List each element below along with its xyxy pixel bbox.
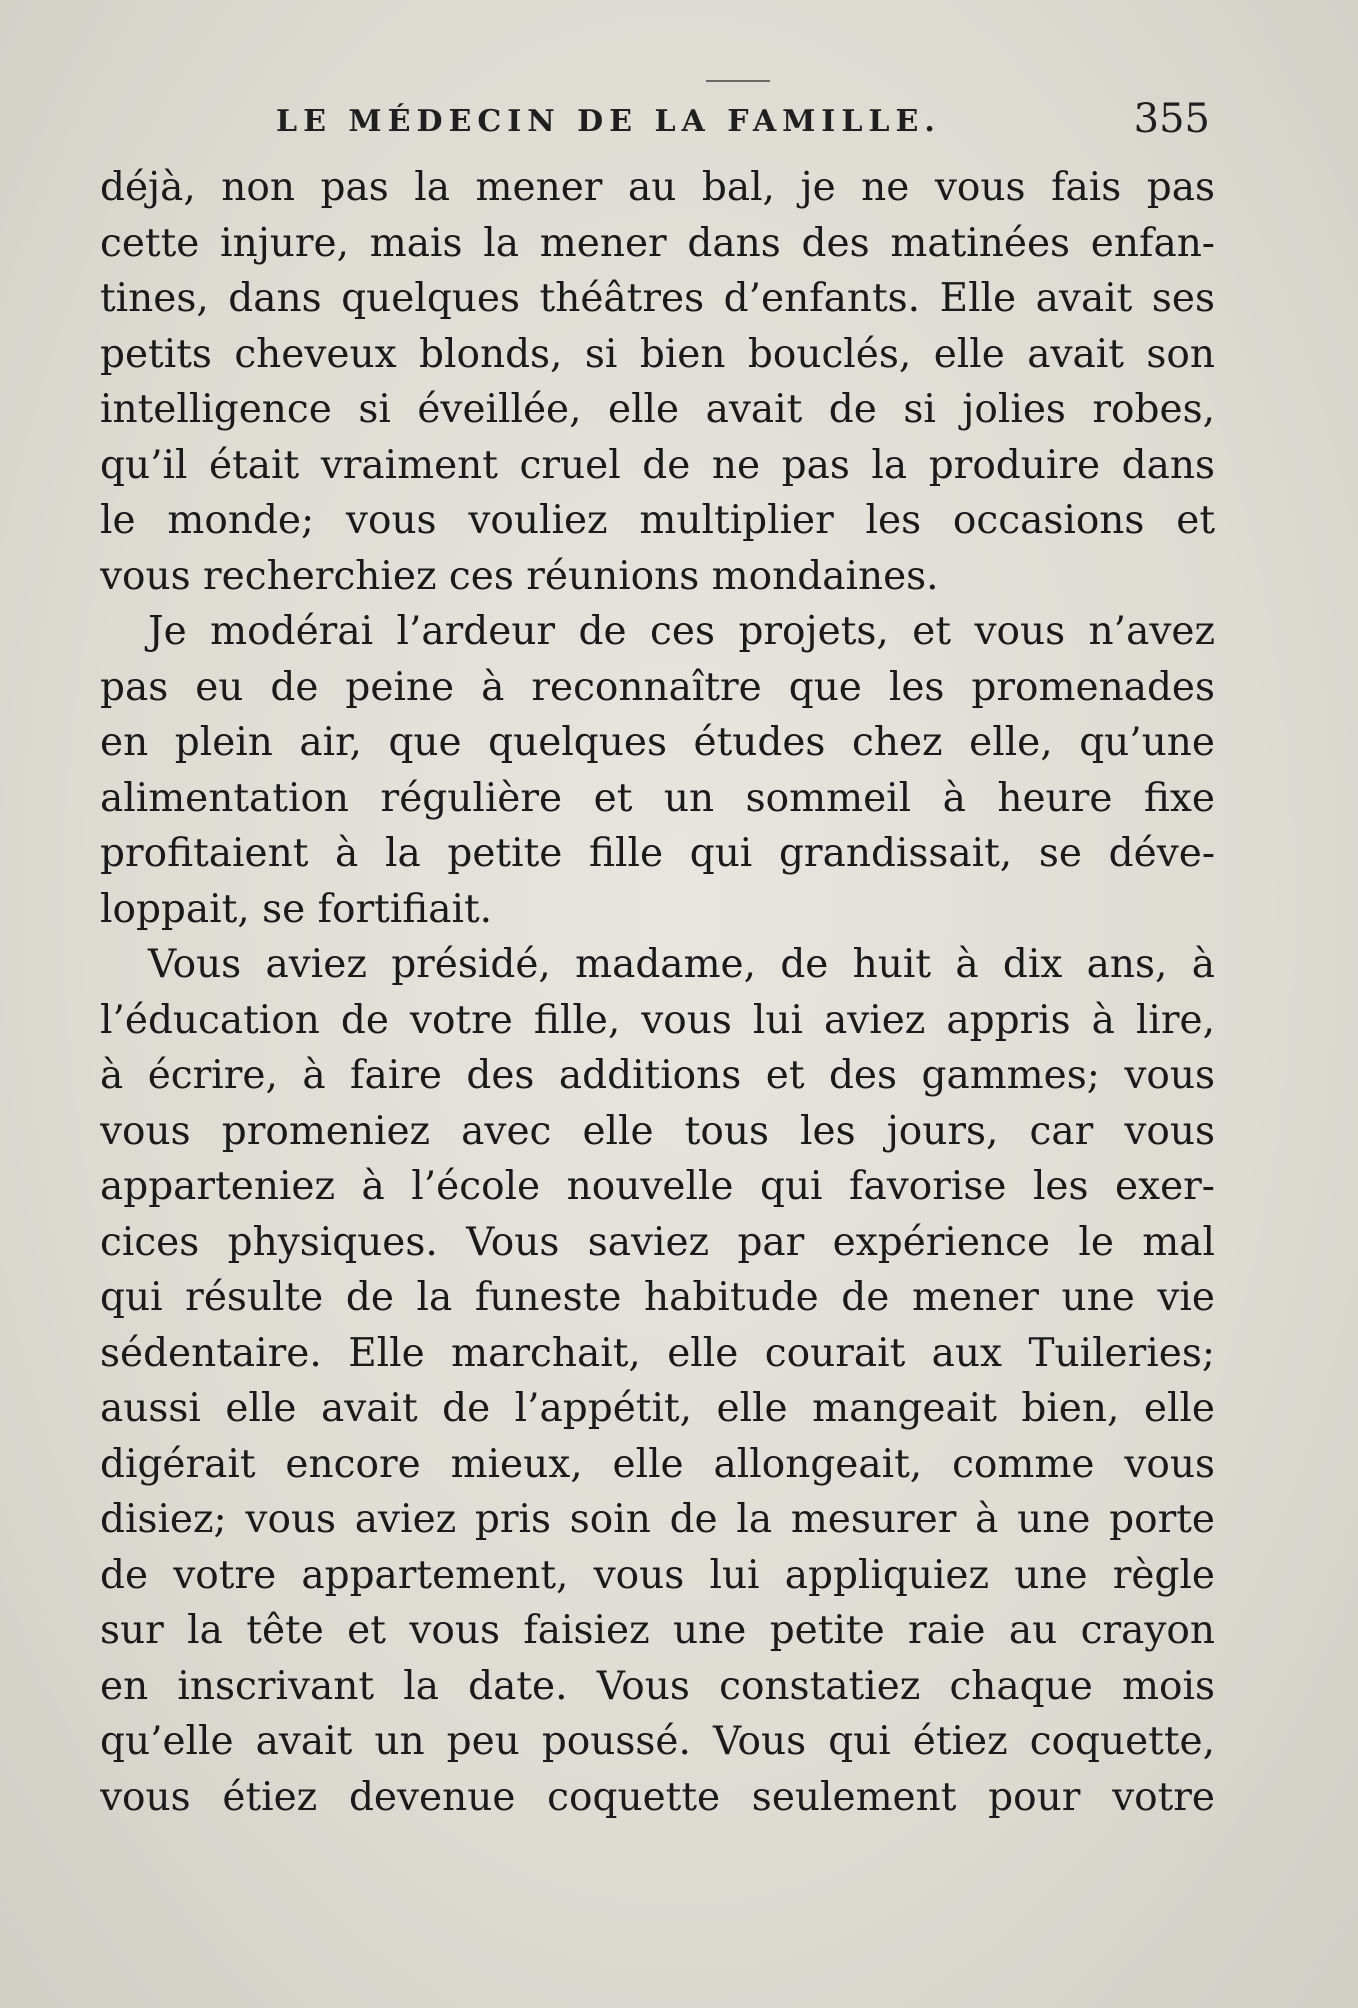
header-ornament-rule (706, 80, 770, 82)
text-line: loppait, se fortifiait. (100, 886, 493, 932)
text-line: intelligence si éveillée, elle avait de si jolies robes, (100, 387, 1215, 432)
text-line: cices physiques. Vous saviez par expérience le mal (100, 1219, 1215, 1265)
text-line: qu’il était vraiment cruel de ne pas la produire dans (100, 442, 1215, 488)
text-line: tines, dans quelques théâtres d’enfants. Elle avait ses (100, 276, 1215, 321)
body-text (100, 160, 1215, 1825)
text-line: l’éducation de votre fille, vous lui aviez appris à lire, (100, 997, 1215, 1043)
text-line: en inscrivant la date. Vous constatiez chaque mois (100, 1663, 1215, 1709)
text-line: Je modérai l’ardeur de ces projets, et vous n’avez (148, 609, 1215, 654)
text-line: sur la tête et vous faisiez une petite raie au crayon (100, 1608, 1215, 1653)
text-line: digérait encore mieux, elle allongeait, comme vous (100, 1441, 1215, 1487)
text-line: de votre appartement, vous lui appliquiez une règle (100, 1552, 1215, 1598)
page-number: 355 (1133, 96, 1210, 142)
text-line: vous étiez devenue coquette seulement pour votre (100, 1774, 1215, 1820)
text-line: petits cheveux blonds, si bien bouclés, elle avait son (100, 331, 1215, 377)
text-line: qu’elle avait un peu poussé. Vous qui étiez coquette, (100, 1719, 1215, 1764)
text-line: aussi elle avait de l’appétit, elle mangeait bien, elle (100, 1386, 1215, 1431)
text-line: qui résulte de la funeste habitude de mener une vie (100, 1275, 1215, 1320)
text-line: à écrire, à faire des additions et des gammes; vous (100, 1053, 1215, 1098)
text-line: disiez; vous aviez pris soin de la mesurer à une porte (100, 1497, 1215, 1542)
text-line: déjà, non pas la mener au bal, je ne vous fais pas (100, 165, 1215, 210)
text-line: apparteniez à l’école nouvelle qui favorise les exer- (100, 1164, 1215, 1209)
text-line: sédentaire. Elle marchait, elle courait aux Tuileries; (100, 1330, 1215, 1376)
text-line: alimentation régulière et un sommeil à heure fixe (100, 775, 1215, 821)
text-line: en plein air, que quelques études chez elle, qu’une (100, 720, 1215, 765)
text-line: vous promeniez avec elle tous les jours, car vous (100, 1108, 1215, 1154)
text-line: cette injure, mais la mener dans des matinées enfan- (100, 220, 1215, 266)
text-line: profitaient à la petite fille qui grandissait, se déve- (100, 831, 1215, 876)
text-line: pas eu de peine à reconnaître que les promenades (100, 664, 1215, 710)
text-line: vous recherchiez ces réunions mondaines. (100, 553, 939, 599)
text-line: Vous aviez présidé, madame, de huit à dix ans, à (148, 942, 1215, 987)
text-line: le monde; vous vouliez multiplier les occasions et (100, 498, 1215, 543)
running-head: LE MÉDECIN DE LA FAMILLE. (276, 104, 941, 139)
